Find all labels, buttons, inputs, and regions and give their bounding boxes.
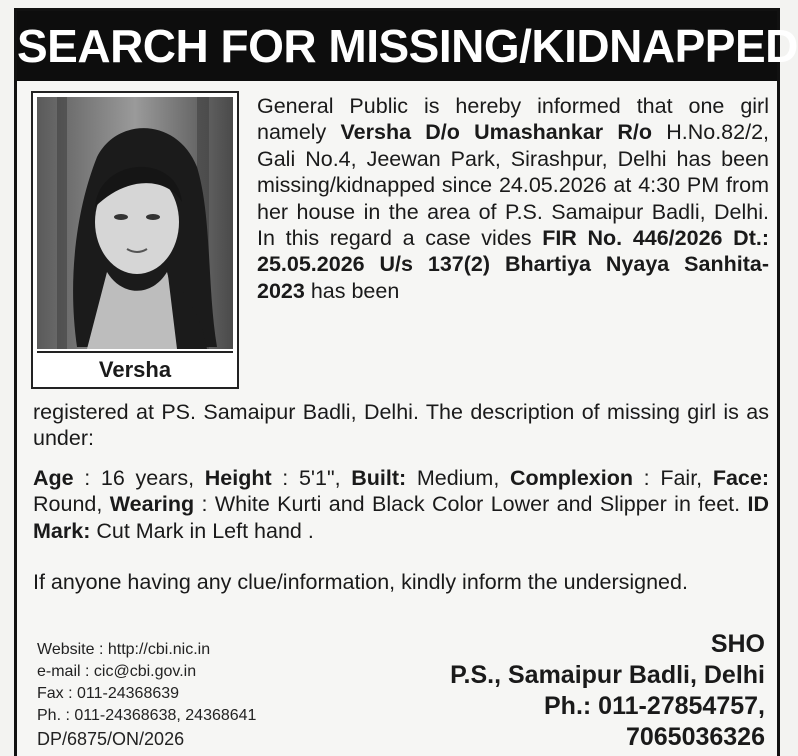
photo-frame bbox=[31, 91, 239, 389]
phone-line: Ph. : 011-24368638, 24368641 bbox=[37, 707, 257, 724]
signatory-block bbox=[450, 629, 765, 753]
notice-paragraph-registered: registered at PS. Samaipur Badli, Delhi. The description of missing girl is as under: bbox=[33, 400, 769, 451]
fax-line: Fax : 011-24368639 bbox=[37, 685, 180, 702]
missing-person-photo bbox=[37, 97, 233, 349]
signatory-title: SHO bbox=[710, 630, 765, 658]
notice-paragraph-appeal: If anyone having any clue/information, kindly inform the undersigned. bbox=[33, 570, 688, 594]
reference-number: DP/6875/ON/2026 bbox=[37, 729, 185, 749]
email-line: e-mail : cic@cbi.gov.in bbox=[37, 663, 197, 680]
notice-frame bbox=[14, 8, 798, 756]
photo-caption: Versha bbox=[37, 351, 233, 387]
fir-details: FIR No. 446/2026 Dt.: 25.05.2026 U/s 137(2) Bhartiya Nyaya Sanhita-2023 bbox=[257, 226, 769, 303]
missing-person-name: Versha D/o Umashankar R/o bbox=[340, 120, 653, 145]
signatory-phone-2: 7065036326 bbox=[625, 723, 765, 751]
notice-title: SEARCH FOR MISSING/KIDNAPPED bbox=[17, 11, 777, 81]
signatory-station: P.S., Samaipur Badli, Delhi bbox=[450, 661, 765, 689]
contact-block bbox=[37, 639, 256, 751]
notice-paragraph-intro: General Public is hereby informed that one girl namely Versha D/o Umashankar R/o H.No.82/2, Gali No.4, Jeewan Park, Sirashpur, Delhi has been missing/kidnapped since 24.05.2026 at 4:30 PM from her house in the area of P.S. Samaipur Badli, Delhi. In this regard a case vides FIR No. 446/2026 Dt.: 25.05.2026 U/s 137(2) Bhartiya Nyaya Sanhita-2023 has been bbox=[257, 94, 769, 303]
description-paragraph: Age : 16 years, Height : 5'1", Built: Medium, Complexion : Fair, Face: Round, Wearing : White Kurti and Black Color Lower and Slipper in feet. ID Mark: Cut Mark in Left hand . bbox=[33, 466, 769, 543]
website-line: Website : http://cbi.nic.in bbox=[37, 641, 211, 658]
signatory-phone-1: Ph.: 011-27854757, bbox=[544, 692, 765, 720]
